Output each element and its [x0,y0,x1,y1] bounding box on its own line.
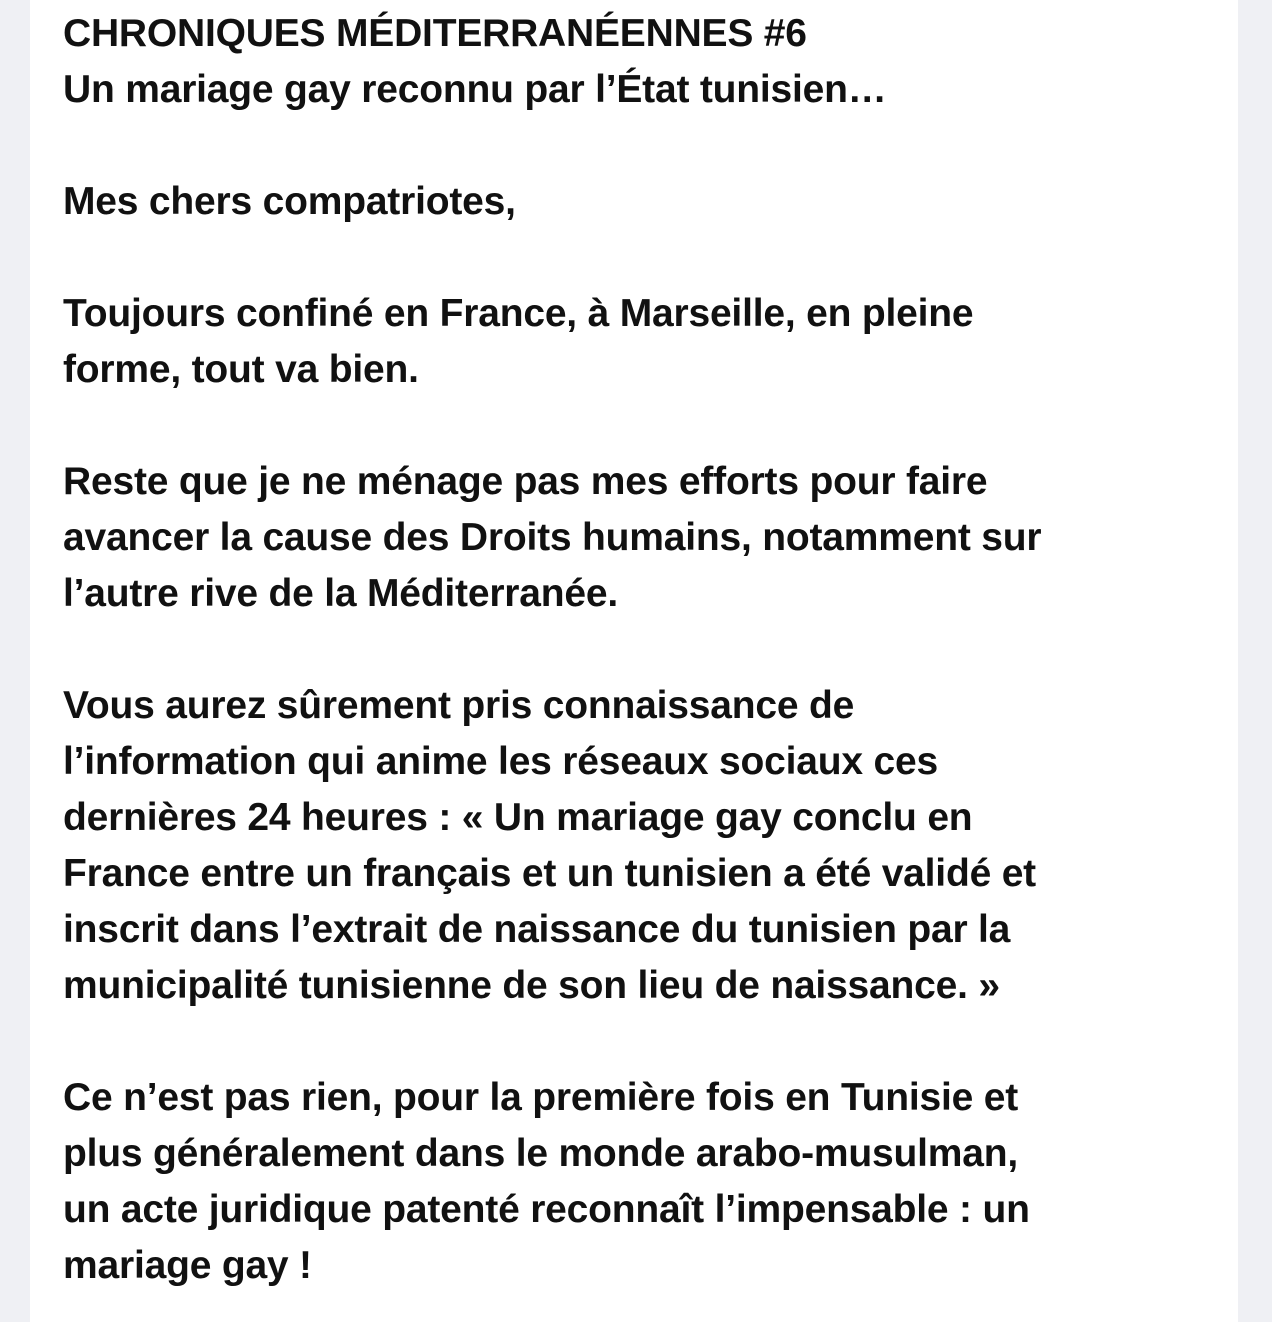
paragraph-4-line: un acte juridique patenté reconnaît l’impensable : un [63,1188,1030,1231]
paragraph-3-line: Vous aurez sûrement pris connaissance de [63,684,855,727]
paragraph-4-line: Ce n’est pas rien, pour la première fois en Tunisie et [63,1076,1019,1119]
post-subtitle: Un mariage gay reconnu par l’État tunisien… [63,68,887,111]
paragraph-1-line: forme, tout va bien. [63,348,419,391]
post-title: CHRONIQUES MÉDITERRANÉENNES #6 [63,12,807,55]
paragraph-3-line: l’information qui anime les réseaux sociaux ces [63,740,938,783]
post-card [30,0,1238,1322]
paragraph-2-line: l’autre rive de la Méditerranée. [63,572,619,615]
post-body [63,6,1233,1294]
paragraph-3-line: dernières 24 heures : « Un mariage gay conclu en [63,796,973,839]
paragraph-3-line: France entre un français et un tunisien a été validé et [63,852,1036,895]
paragraph-spacer [63,1014,1233,1070]
paragraph-4-line: plus généralement dans le monde arabo-musulman, [63,1132,1018,1175]
paragraph-3-line: municipalité tunisienne de son lieu de naissance. » [63,964,1000,1007]
paragraph-1-line: Toujours confiné en France, à Marseille, en pleine [63,292,974,335]
paragraph-spacer [63,622,1233,678]
paragraph-2-line: avancer la cause des Droits humains, notamment sur [63,516,1042,559]
paragraph-4-line: mariage gay ! [63,1244,312,1287]
greeting: Mes chers compatriotes, [63,180,516,223]
paragraph-3-line: inscrit dans l’extrait de naissance du tunisien par la [63,908,1011,951]
paragraph-spacer [63,118,1233,174]
paragraph-spacer [63,230,1233,286]
paragraph-2-line: Reste que je ne ménage pas mes efforts pour faire [63,460,988,503]
paragraph-spacer [63,398,1233,454]
